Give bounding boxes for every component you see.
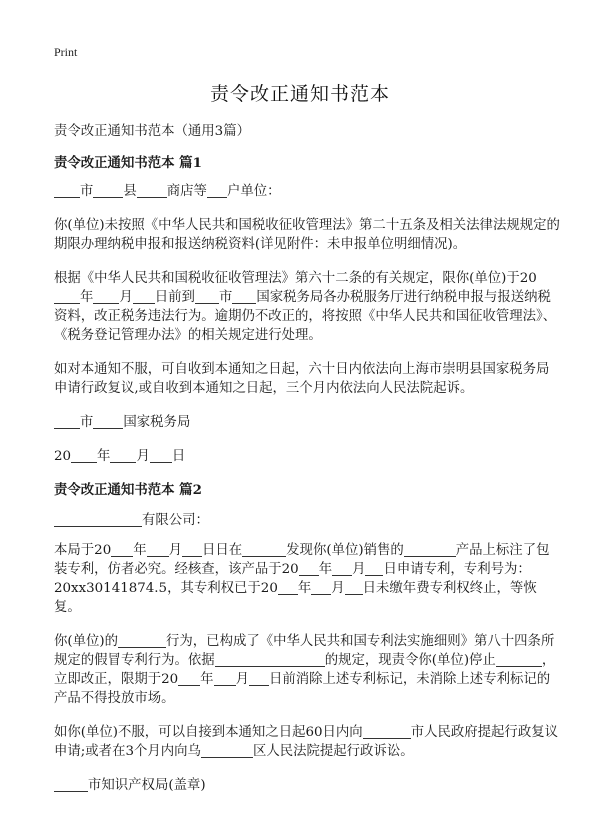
text-fragment: 月 xyxy=(235,672,249,687)
blank-field xyxy=(137,183,167,198)
text-fragment: 20 xyxy=(519,271,537,286)
section-heading-1: 责令改正通知书范本 篇1 xyxy=(54,155,202,171)
blank-field xyxy=(93,414,123,429)
blank-field xyxy=(214,671,236,686)
text-fragment: 你(单位)的 xyxy=(54,634,119,649)
blank-field xyxy=(195,289,219,304)
text-fragment: 国家税务局各办税服务厅进行纳税申报与报送纳税资料，改正税务违法行为。逾期仍不改正的，将按照《中华人民共和国征收管理法》、《税务登记管理办法》的相关规定进行处理。 xyxy=(54,290,557,343)
text-fragment: 国家税务局 xyxy=(123,415,191,430)
blank-field xyxy=(147,542,169,557)
signature-line-2 xyxy=(54,776,562,795)
blank-field xyxy=(249,671,269,686)
text-fragment: 有限公司： xyxy=(142,513,209,528)
text-fragment: 月 xyxy=(331,581,345,596)
blank-field xyxy=(54,414,80,429)
text-fragment: 月 xyxy=(352,562,366,577)
text-fragment: 月 xyxy=(136,449,150,464)
text-fragment: 的规定，现责令你(单位)停止 xyxy=(324,653,496,668)
blank-field xyxy=(54,777,88,792)
text-fragment: 年 xyxy=(297,581,312,596)
text-fragment: 户单位： xyxy=(226,184,281,199)
blank-field xyxy=(54,289,80,304)
text-fragment: ，立即改正，限期于20 xyxy=(54,653,556,687)
text-fragment: 日未缴年费专利权终止，等恢复。 xyxy=(54,581,537,615)
blank-field xyxy=(133,289,155,304)
notice-paragraph-1: 你(单位)未按照《中华人民共和国税收征收管理法》第二十五条及相关法律法规规定的期限办理纳税申报和报送纳税资料(详见附件：未申报单位明细情况)。 xyxy=(54,218,560,252)
blank-field xyxy=(93,289,119,304)
text-fragment: 本局于20 xyxy=(54,543,112,558)
blank-field xyxy=(311,580,331,595)
blank-field xyxy=(110,448,136,463)
addressee-line-2 xyxy=(54,511,562,530)
blank-field xyxy=(178,671,200,686)
text-fragment: 年 xyxy=(318,562,333,577)
text-fragment: 产品上标注了包装专利，仿者必究。经核查，该产品于20 xyxy=(54,543,550,577)
blank-field xyxy=(93,183,123,198)
date-line-1 xyxy=(54,447,562,466)
blank-field xyxy=(232,289,256,304)
document-title: 责令改正通知书范本 xyxy=(209,83,390,105)
text-fragment: 市 xyxy=(80,415,94,430)
blank-field xyxy=(299,561,319,576)
section-heading-2: 责令改正通知书范本 篇2 xyxy=(54,482,202,498)
text-fragment: 区人民法院提起行政诉讼。 xyxy=(252,744,414,759)
notice-paragraph-6 xyxy=(54,723,562,761)
text-fragment: 根据《中华人民共和国税收征收管理法》第六十二条的有关规定，限你(单位)于 xyxy=(54,271,520,286)
text-fragment: 月 xyxy=(168,543,182,558)
notice-paragraph-2 xyxy=(54,269,562,345)
text-fragment: 日前到 xyxy=(154,290,195,305)
blank-field xyxy=(404,542,456,557)
addressee-line-1 xyxy=(54,182,562,201)
text-fragment: 市 xyxy=(218,290,233,305)
blank-field xyxy=(363,724,411,739)
blank-field xyxy=(118,633,166,648)
blank-field xyxy=(242,542,286,557)
blank-field xyxy=(54,512,142,527)
blank-field xyxy=(71,448,97,463)
blank-field xyxy=(332,561,352,576)
text-fragment: 年 xyxy=(97,449,111,464)
document-subtitle: 责令改正通知书范本（通用3篇） xyxy=(54,124,250,139)
signature-line-1 xyxy=(54,413,562,432)
blank-field xyxy=(150,448,172,463)
blank-field xyxy=(54,183,80,198)
blank-field xyxy=(345,580,363,595)
blank-field xyxy=(111,542,133,557)
text-fragment: 如你(单位)不服，可以自接到本通知之日起60日内向 xyxy=(54,725,363,740)
blank-field xyxy=(496,652,542,667)
notice-paragraph-4 xyxy=(54,541,562,617)
blank-field xyxy=(182,542,202,557)
text-fragment: 年 xyxy=(80,290,94,305)
text-fragment: 行为，已构成了《中华人民共和国专利法实施细则》第八十四条所规定的假冒专利行为。依据 xyxy=(54,634,555,668)
text-fragment: 市知识产权局(盖章) xyxy=(88,778,206,793)
text-fragment: 日 xyxy=(171,449,186,464)
text-fragment: 年 xyxy=(133,543,147,558)
text-fragment: 年 xyxy=(200,672,214,687)
text-fragment: 市人民政府提起行政复议申请;或者在3个月内向乌 xyxy=(54,725,558,759)
text-fragment: 日日在 xyxy=(202,543,243,558)
blank-field xyxy=(365,561,383,576)
print-link[interactable]: Print xyxy=(54,45,78,59)
text-fragment: 日申请专利，专利号为：20xx30141874.5，其专利权已于20 xyxy=(54,562,531,596)
text-fragment: 20 xyxy=(54,449,72,464)
document-body xyxy=(54,122,562,795)
blank-field xyxy=(278,580,298,595)
notice-paragraph-3: 如对本通知不服，可自收到本通知之日起，六十日内依法向上海市崇明县国家税务局申请行政复议,或自收到本通知之日起，三个月内依法向人民法院起诉。 xyxy=(54,362,550,396)
text-fragment: 市 xyxy=(80,184,94,199)
notice-paragraph-5 xyxy=(54,632,562,708)
text-fragment: 商店等 xyxy=(166,184,207,199)
text-fragment: 发现你(单位)销售的 xyxy=(286,543,404,558)
blank-field xyxy=(215,652,325,667)
text-fragment: 月 xyxy=(119,290,133,305)
text-fragment: 县 xyxy=(123,184,137,199)
blank-field xyxy=(207,183,227,198)
text-fragment: 日前消除上述专利标记，未消除上述专利标记的产品不得投放市场。 xyxy=(54,672,551,706)
blank-field xyxy=(201,743,253,758)
